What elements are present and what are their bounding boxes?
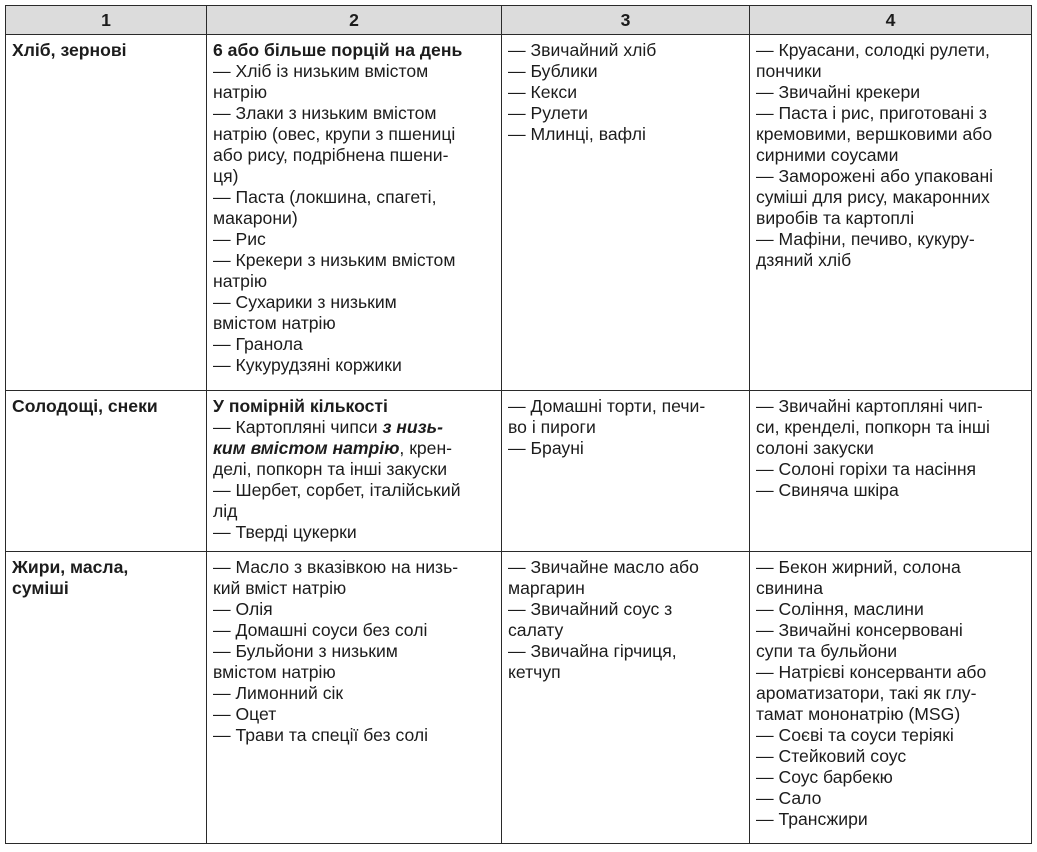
category-cell	[6, 552, 207, 844]
list-item: — Злаки з низьким вмістом	[213, 103, 437, 123]
portion-title: У помірній кількості	[213, 396, 388, 416]
list-item: — Олія	[213, 599, 273, 619]
list-item: — Масло з вказівкою на низь-	[213, 557, 459, 577]
list-item: вмістом натрію	[213, 313, 336, 333]
list-item: — Сало	[756, 788, 822, 808]
list-item: — Заморожені або упаковані	[756, 166, 994, 186]
list-item: вмістом натрію	[213, 662, 336, 682]
header-col-3: 3	[502, 6, 750, 35]
list-item	[213, 417, 495, 438]
list-item: — Паста (локшина, спагеті,	[213, 187, 437, 207]
list-item: супи та бульйони	[756, 641, 898, 661]
category-cell	[6, 35, 207, 391]
list-item: — Соєві та соуси теріякі	[756, 725, 954, 745]
list-item: — Рис	[213, 229, 266, 249]
list-item: — Звичайні консервовані	[756, 620, 963, 640]
list-item: — Млинці, вафлі	[508, 124, 646, 144]
category-cell	[6, 391, 207, 552]
recommended-cell	[207, 391, 502, 552]
category-label: суміші	[12, 578, 69, 598]
list-item: — Крекери з низьким вмістом	[213, 250, 456, 270]
list-item: — Шербет, сорбет, італійський	[213, 480, 461, 500]
list-item: кетчуп	[508, 662, 561, 682]
list-item: свинина	[756, 578, 824, 598]
list-item: делі, попкорн та інші закуски	[213, 459, 448, 479]
header-col-2: 2	[207, 6, 502, 35]
list-item: — Трансжири	[756, 809, 868, 829]
list-item: — Тверді цукерки	[213, 522, 357, 542]
diet-table	[5, 5, 1032, 844]
list-item: — Паста і рис, приготовані з	[756, 103, 987, 123]
table-row	[6, 552, 1032, 844]
list-item: — Натрієві консерванти або	[756, 662, 987, 682]
list-item: ця)	[213, 166, 239, 186]
category-label: Солодощі, снеки	[12, 396, 158, 416]
moderate-cell	[502, 391, 750, 552]
header-row	[6, 6, 1032, 35]
list-item: — Солоні горіхи та насіння	[756, 459, 977, 479]
list-item: — Звичайний соус з	[508, 599, 673, 619]
list-item: — Звичайний хліб	[508, 40, 657, 60]
list-item: — Свиняча шкіра	[756, 480, 899, 500]
list-item: си, кренделі, попкорн та інші	[756, 417, 990, 437]
list-item: — Стейковий соус	[756, 746, 907, 766]
list-item: натрію	[213, 82, 268, 102]
list-item: ароматизатори, такі як глу-	[756, 683, 977, 703]
category-label: Хліб, зернові	[12, 40, 127, 60]
list-item: — Звичайна гірчиця,	[508, 641, 677, 661]
list-item: — Бульйони з низьким	[213, 641, 398, 661]
list-item: кий вміст натрію	[213, 578, 347, 598]
recommended-cell	[207, 35, 502, 391]
list-item: — Бублики	[508, 61, 598, 81]
moderate-cell	[502, 35, 750, 391]
header-col-4: 4	[750, 6, 1032, 35]
list-item: макарони)	[213, 208, 298, 228]
list-item: дзяний хліб	[756, 250, 852, 270]
list-item: або рису, подрібнена пшени-	[213, 145, 449, 165]
list-item: — Кукурудзяні коржики	[213, 355, 402, 375]
category-label: Жири, масла,	[12, 557, 129, 577]
list-item: — Звичайні крекери	[756, 82, 921, 102]
list-item: лід	[213, 501, 238, 521]
list-item: — Бекон жирний, солона	[756, 557, 961, 577]
list-item: кремовими, вершковими або	[756, 124, 993, 144]
list-item: сирними соусами	[756, 145, 899, 165]
list-item: натрію	[213, 271, 268, 291]
list-item: — Лимонний сік	[213, 683, 344, 703]
avoid-cell	[750, 35, 1032, 391]
list-item: — Домашні соуси без солі	[213, 620, 428, 640]
list-item: маргарин	[508, 578, 585, 598]
list-item: — Соління, маслини	[756, 599, 924, 619]
list-item	[213, 438, 495, 459]
list-item: — Оцет	[213, 704, 277, 724]
list-item: во і пироги	[508, 417, 596, 437]
list-item: солоні закуски	[756, 438, 874, 458]
list-item: — Домашні торти, печи-	[508, 396, 706, 416]
list-item: — Гранола	[213, 334, 303, 354]
list-item: — Соус барбекю	[756, 767, 893, 787]
list-item: — Трави та спеції без солі	[213, 725, 429, 745]
low-sodium-emphasis: ким вмістом натрію	[213, 438, 400, 458]
list-item: — Сухарики з низьким	[213, 292, 397, 312]
table-row	[6, 35, 1032, 391]
list-item: виробів та картоплі	[756, 208, 915, 228]
list-item: — Кекси	[508, 82, 578, 102]
list-item: — Хліб із низьким вмістом	[213, 61, 429, 81]
list-item: — Круасани, солодкі рулети,	[756, 40, 990, 60]
chips-text: , крен-	[399, 438, 453, 458]
table-row	[6, 391, 1032, 552]
list-item: пончики	[756, 61, 822, 81]
portion-title: 6 або більше порцій на день	[213, 40, 463, 60]
list-item: салату	[508, 620, 564, 640]
header-col-1: 1	[6, 6, 207, 35]
list-item: — Звичайне масло або	[508, 557, 699, 577]
chips-text: — Картопляні чипси	[213, 417, 383, 437]
list-item: суміші для рису, макаронних	[756, 187, 990, 207]
list-item: тамат мононатрію (MSG)	[756, 704, 961, 724]
avoid-cell	[750, 391, 1032, 552]
list-item: — Звичайні картопляні чип-	[756, 396, 983, 416]
list-item: натрію (овес, крупи з пшениці	[213, 124, 456, 144]
list-item: — Мафіни, печиво, кукуру-	[756, 229, 975, 249]
avoid-cell	[750, 552, 1032, 844]
list-item: — Рулети	[508, 103, 588, 123]
low-sodium-emphasis: з низь-	[382, 417, 443, 437]
moderate-cell	[502, 552, 750, 844]
recommended-cell	[207, 552, 502, 844]
list-item: — Брауні	[508, 438, 584, 458]
